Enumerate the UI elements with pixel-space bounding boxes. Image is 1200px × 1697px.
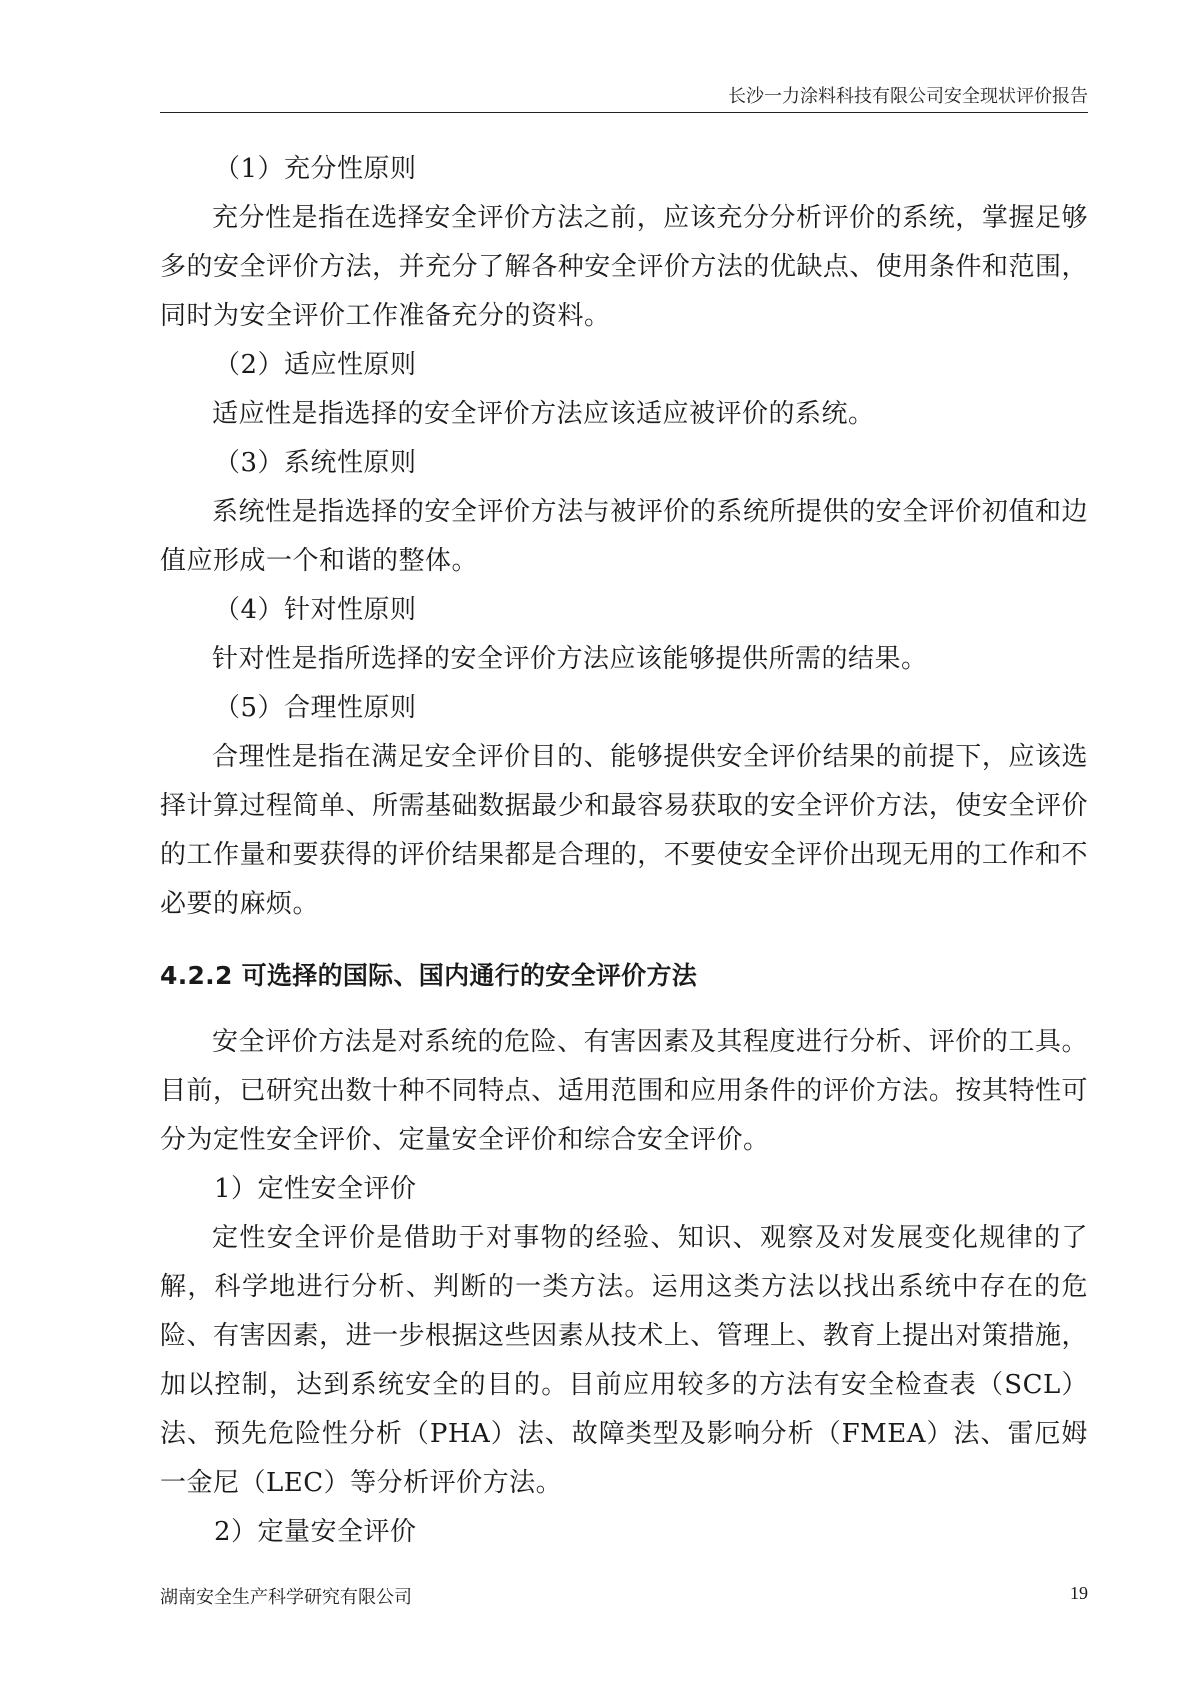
header-title: 长沙一力涂料科技有限公司安全现状评价报告 <box>728 86 1088 107</box>
page-content <box>160 145 1088 1557</box>
subsection-heading: 1）定性安全评价 <box>214 1174 417 1204</box>
principle-heading: （1）充分性原则 <box>214 154 417 184</box>
footer-org: 湖南安全生产科学研究有限公司 <box>160 1587 412 1608</box>
page-number: 19 <box>1070 1583 1088 1603</box>
principle-heading: （5）合理性原则 <box>214 693 417 723</box>
principle-text: 针对性是指所选择的安全评价方法应该能够提供所需的结果。 <box>212 644 928 674</box>
subsection-text: 定性安全评价是借助于对事物的经验、知识、观察及对发展变化规律的了解，科学地进行分析、判断的一类方法。运用这类方法以找出系统中存在的危险、有害因素，进一步根据这些因素从技术上、管理上、教育上提出对策措施，加以控制，达到系统安全的目的。目前应用较多的方法有安全检查表（SCL）法、预先危险性分析（PHA）法、故障类型及影响分析（FMEA）法、雷厄姆一金尼（LEC）等分析评价方法。 <box>160 1223 1088 1498</box>
section-heading: 4.2.2 可选择的国际、国内通行的安全评价方法 <box>160 961 698 990</box>
principle-text: 系统性是指选择的安全评价方法与被评价的系统所提供的安全评价初值和边值应形成一个和谐的整体。 <box>160 497 1088 576</box>
page-header <box>160 78 1088 113</box>
principle-heading: （4）针对性原则 <box>214 595 417 625</box>
principle-text: 适应性是指选择的安全评价方法应该适应被评价的系统。 <box>212 399 875 429</box>
subsection-heading: 2）定量安全评价 <box>214 1517 417 1547</box>
section-intro: 安全评价方法是对系统的危险、有害因素及其程度进行分析、评价的工具。目前，已研究出数十种不同特点、适用范围和应用条件的评价方法。按其特性可分为定性安全评价、定量安全评价和综合安全评价。 <box>160 1027 1088 1155</box>
page-footer <box>160 1583 1088 1613</box>
principle-text: 合理性是指在满足安全评价目的、能够提供安全评价结果的前提下，应该选择计算过程简单、所需基础数据最少和最容易获取的安全评价方法，使安全评价的工作量和要获得的评价结果都是合理的，不要使安全评价出现无用的工作和不必要的麻烦。 <box>160 742 1088 919</box>
principle-heading: （3）系统性原则 <box>214 448 417 478</box>
principle-text: 充分性是指在选择安全评价方法之前，应该充分分析评价的系统，掌握足够多的安全评价方法，并充分了解各种安全评价方法的优缺点、使用条件和范围，同时为安全评价工作准备充分的资料。 <box>160 203 1088 331</box>
principle-heading: （2）适应性原则 <box>214 350 417 380</box>
